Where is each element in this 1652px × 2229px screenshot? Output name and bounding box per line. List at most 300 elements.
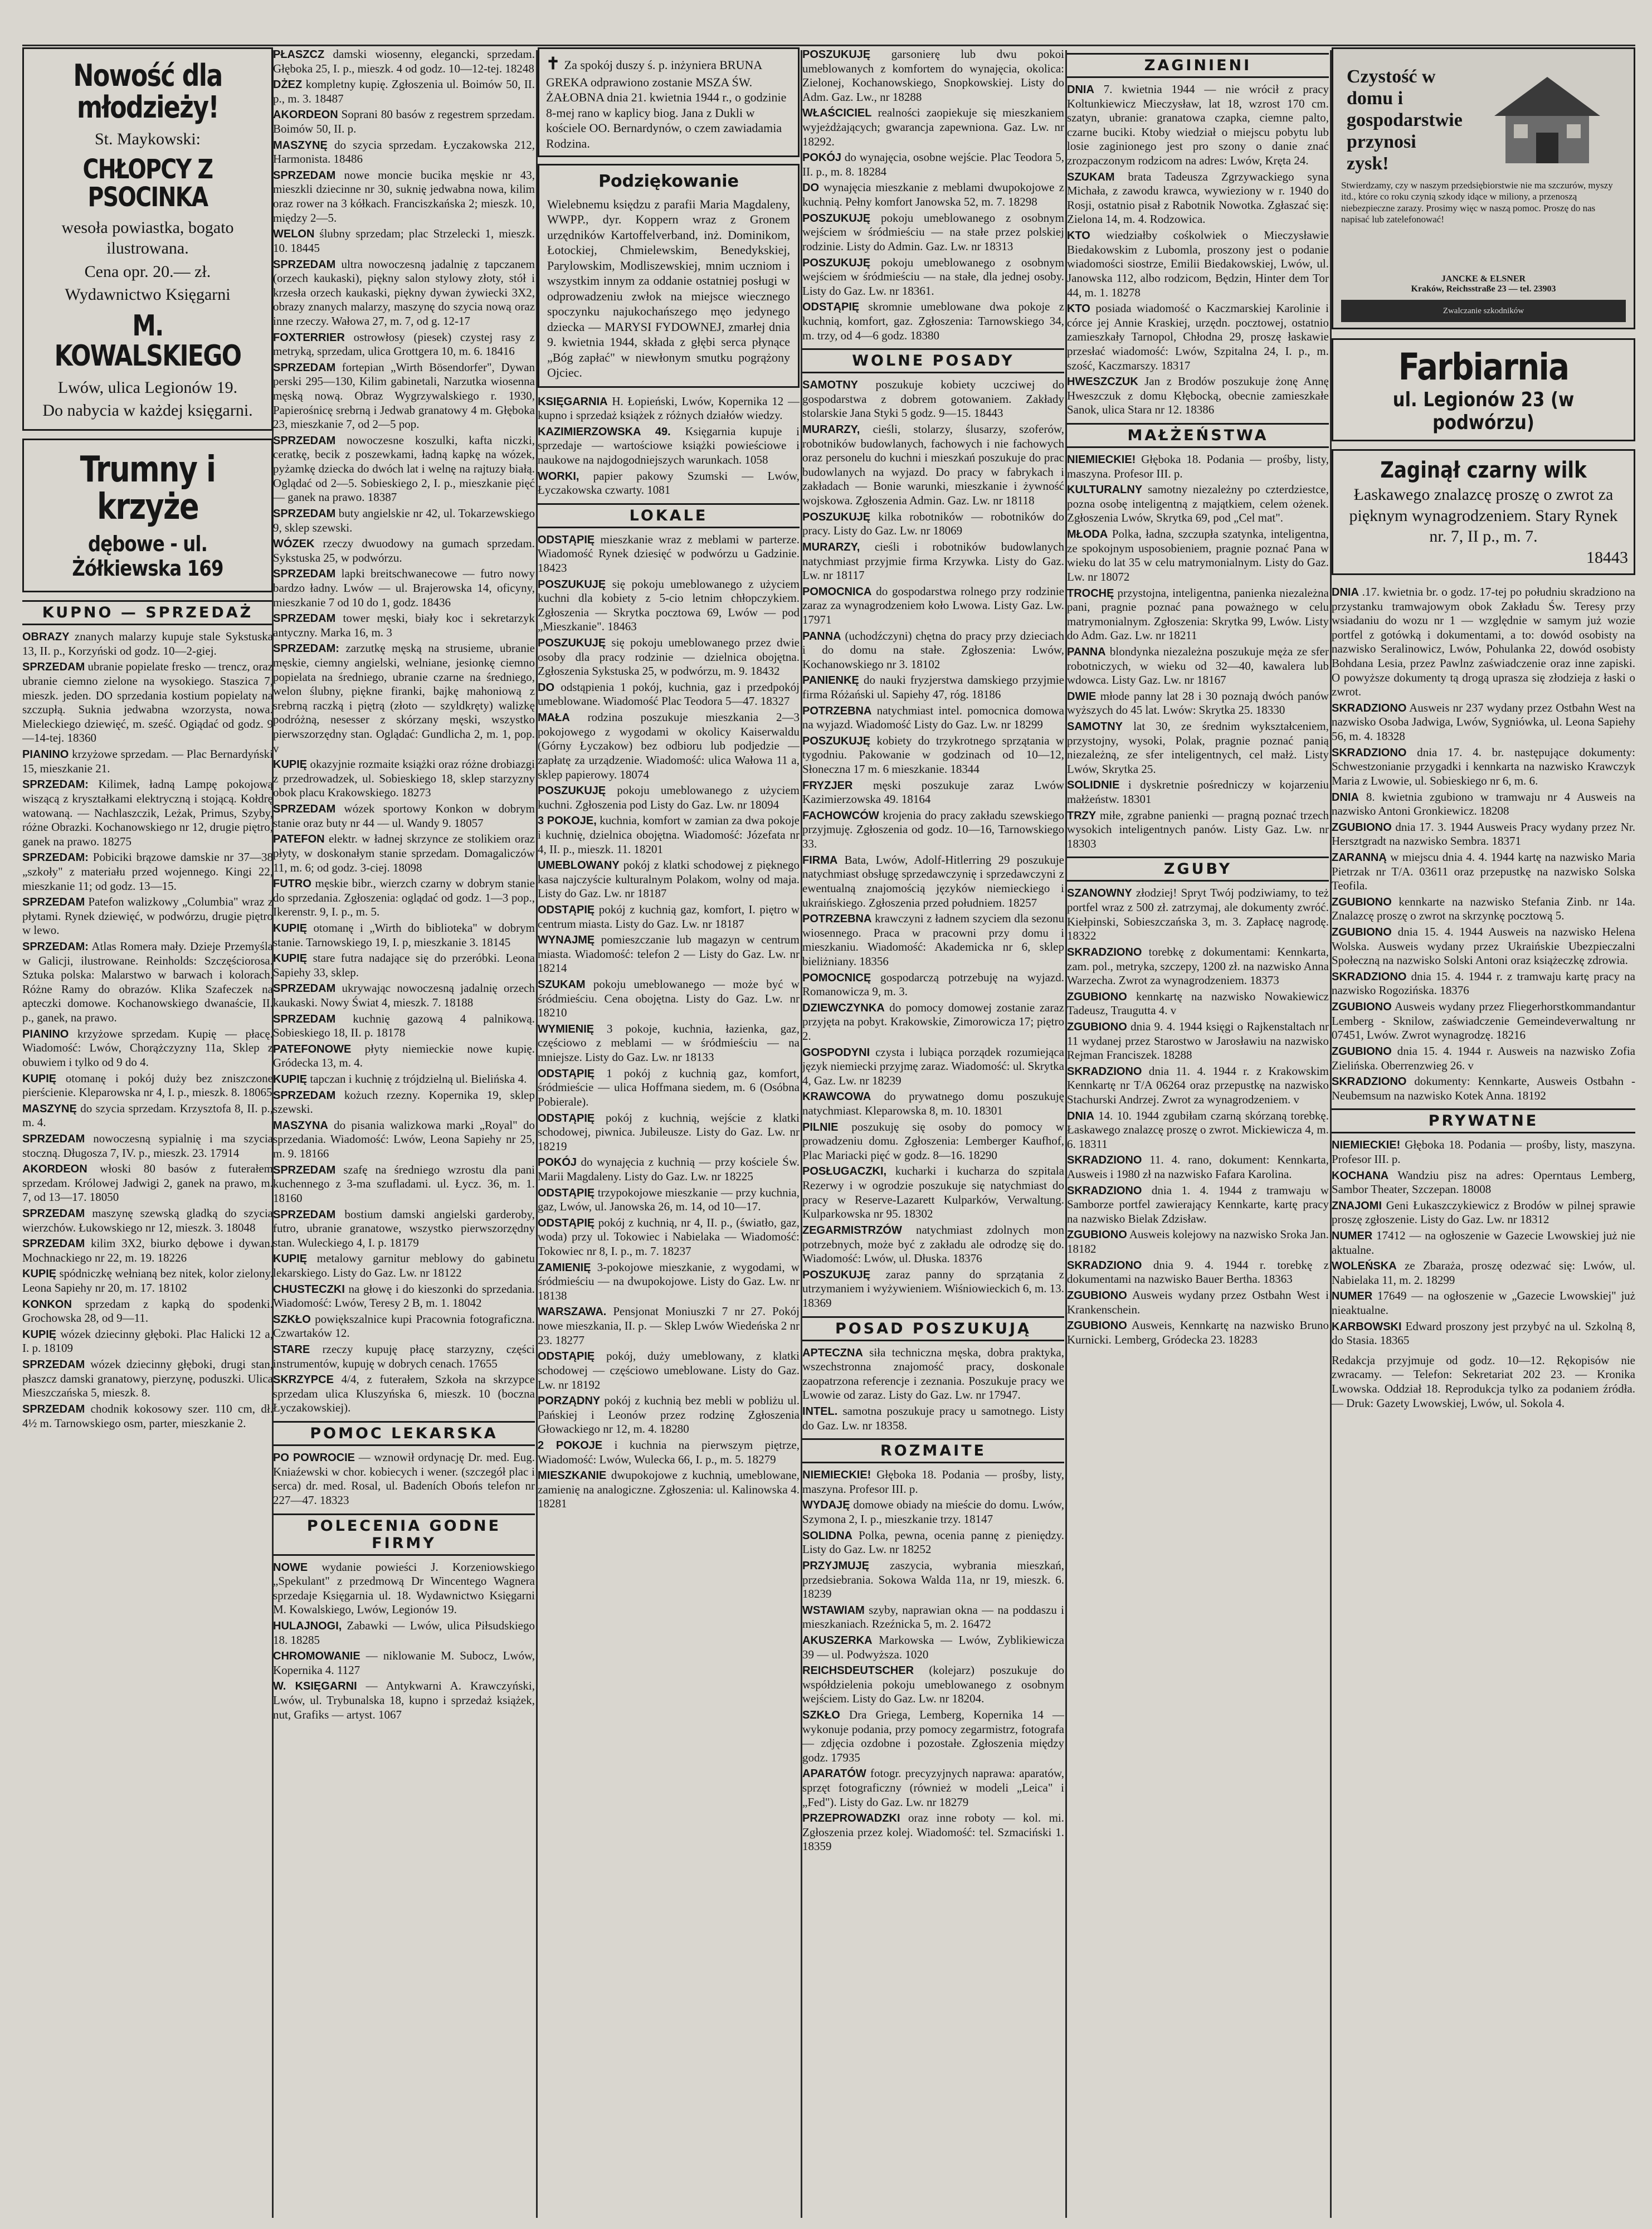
pest-control-advertisement <box>1332 47 1635 329</box>
ad-text: Ausweis wydany przez Fliegerhorstkommandantur Lemberg - Sknilow, zaświadczenie Gemeindeverwaltung nr 07451, Lwów. Zwrot wynagrodzę. 18216 <box>1332 1000 1635 1042</box>
ad-lead: ZGUBIONO <box>1067 1229 1127 1242</box>
ad-text: .17. kwietnia br. o godz. 17-tej po południu skradziono na przystanku tramwajowym obok Zakładu Św. Teresy przy wsiadaniu do wozu nr 1 — względnie w samym już wozie portfel z gotówką i dokumentami, a to: dowód osobisty na nazwisko Seralinowicz, Lwów, Pohulanka 22, dowód osobisty Bohdana Lesia, przez Pawlnz zaświadczenie oraz inne zapiski. O powyższe dokumenty tą drogą uprasza się złodzieja z łaski o zwrot. <box>1332 585 1635 699</box>
ad-lead: ODSTĄPIĘ <box>538 1186 595 1199</box>
ad-lead: SPRZEDAM <box>273 507 336 520</box>
classified-ad <box>538 1022 800 1065</box>
ad-lead: SPRZEDAM <box>273 169 336 182</box>
ad-text: pokój z kuchnią gaz, komfort, I. piętro w centrum miasta. Listy do Gaz. Lw. nr 18187 <box>538 903 800 931</box>
book-description: wesoła powiastka, bogato ilustrowana. <box>61 218 234 258</box>
column-4 <box>802 47 1064 2221</box>
ad-lead: REICHSDEUTSCHER <box>802 1665 914 1677</box>
ad-lead: SZKŁO <box>273 1313 311 1326</box>
coffin-advertisement <box>22 439 273 592</box>
classified-list <box>273 47 535 1415</box>
ad-text: Polka, pewna, ocenia pannę z pieniędzy. Listy do Gaz. Lw. nr 18252 <box>802 1528 1064 1556</box>
ad-text: ukrywając nowoczesną jadalnię orzech kaukaski. Nowy Świat 4, mieszk. 7. 18188 <box>273 981 535 1009</box>
ad-lead: WARSZAWA. <box>538 1306 607 1318</box>
classified-ad <box>1067 483 1329 525</box>
ad-lead: FRYZJER <box>802 779 853 792</box>
ad-text: zaszycia, wybrania mieszkań, przedsiebrania. Sokowa Walda 11a, nr 19, mieszk. 6. 18239 <box>802 1558 1064 1601</box>
classified-ad <box>802 1559 1064 1602</box>
ad-text: poszukuję się osoby do pomocy w prowadzeniu domu. Zgłoszenia: Lemberger Kaufhof, Plac Mariacki pięć w godz. 8—16. 18290 <box>802 1120 1064 1162</box>
classified-ad <box>273 1282 535 1311</box>
ad-lead: PANNA <box>1067 645 1106 658</box>
firm-name <box>1341 274 1626 294</box>
ad-text: pokój, duży umeblowany, z klatki schodowej — częściowo umeblowane. Listy do Gaz. Lw. nr 18192 <box>538 1349 800 1391</box>
ad-lead: MŁODA <box>1067 528 1108 541</box>
ad-text: Patefon walizkowy „Columbia" wraz z płytami. Rynek dziewięć, w podwórzu, drugie piętro w lewo. <box>22 895 273 937</box>
ad-lead: POSZUKUJĘ <box>802 256 871 269</box>
ad-text: Dra Griega, Lemberg, Kopernika 14 — wykonuje podania, przy pomocy zegarmistrz, fotografa — zdjęcia ozdobne i pozostałe. Zgłoszenia między godz. 17935 <box>802 1707 1064 1764</box>
classified-ad <box>1332 585 1635 699</box>
classified-ad <box>273 1451 535 1507</box>
ad-text: brata Tadeusza Zgrzywackiego syna Michała, z zawodu krawca, wywieziony w r. 1940 do Rosji, ostatnio pisał z Rabotnik Nowotka. Zgłaszać się: Zielona 14, m. 4. Rodzowica. <box>1067 169 1329 226</box>
classified-ad <box>1067 1184 1329 1227</box>
ad-text: — wznowił ordynację Dr. med. Eug. Kniaźewski w chor. kobiecych i wener. (szczegół plac i serca) dr. med. Rosal, ul. Badeních Obońs telefon nr 227—47. 18323 <box>273 1451 535 1507</box>
ad-lead: APTECZNA <box>802 1346 863 1359</box>
classified-ad <box>1332 1320 1635 1348</box>
ad-lead: SPRZEDAM <box>22 661 85 674</box>
classified-ad <box>1332 1229 1635 1257</box>
ad-lead: MASZYNĘ <box>22 1102 77 1115</box>
ad-lead: DNIA <box>1067 84 1094 96</box>
ad-text: Zabawki — Lwów, ulica Piłsudskiego 18. 18285 <box>273 1618 535 1647</box>
ad-text: (uchodźczyni) chętna do pracy przy dzieciach i do domu na stałe. Zgłoszenia: Lwów, Kochanowskiego nr 3. 18102 <box>802 629 1064 671</box>
classified-list <box>802 378 1064 1310</box>
ad-text: szyby, naprawian okna — na poddaszu i mieszkaniach. Rzeźnicka 5, m. 2. 16472 <box>802 1603 1064 1631</box>
ad-lead: DO <box>538 681 554 694</box>
editorial-footer: Redakcja przyjmuje od godz. 10—12. Rękopisów nie zwracamy. — Telefon: Sekretariat 202 23. — Kronika Lwowska. Oddział 18. Reprodukcja tylko za podaniem źródła. — Druk: Gazety Lwowskiej, Lwów, ul. Sokola 4. <box>1332 1353 1635 1410</box>
cross-icon: ✝ <box>546 55 564 73</box>
ad-lead: POSZUKUJĘ <box>802 1268 871 1281</box>
ad-text: dnia 15. 4. 1944 r. z tramwaju kartę pracy na nazwisko Rogozińska. 18376 <box>1332 969 1635 997</box>
classified-ad <box>1067 945 1329 988</box>
ad-lead: SZKŁO <box>802 1709 840 1721</box>
ad-lead: SOLIDNA <box>802 1529 852 1542</box>
ad-lead: WOLEŃSKA <box>1332 1260 1397 1273</box>
ad-lead: SPRZEDAM <box>273 1089 336 1102</box>
classified-ad <box>1067 645 1329 688</box>
classified-ad <box>1332 1044 1635 1073</box>
ad-text: rzeczy dwuodowy na gumach sprzedam. Sykstuska 25, w podwórzu. <box>273 537 535 564</box>
ad-text: garsonierę lub dwu pokoi umeblowanych z komfortem do wynajęcia, okolica: Zielonej, Kochanowskiego, Snopkowskiej. Listy do Adm. Gaz. Lw., nr 18288 <box>802 47 1064 104</box>
ad-text: Geni Łukaszczykiewicz z Brodów w pilnej sprawie proszę zgłoszenie. Listy do Gaz. Lw. nr 18312 <box>1332 1198 1635 1227</box>
ad-lead: WÓZEK <box>273 538 315 551</box>
ad-lead: SKRADZIONO <box>1067 1259 1142 1272</box>
ad-lead: SKRADZIONO <box>1332 1075 1407 1088</box>
classified-ad <box>1067 719 1329 776</box>
classified-ad <box>273 951 535 980</box>
section-heading: POMOC LEKARSKA <box>273 1421 535 1446</box>
ad-text: okazyjnie rozmaite książki oraz różne drobiazgi z przedrowadzek, ul. Sobieskiego 18, sklep starzyzny obok placu Krakowskiego. 18273 <box>273 757 535 800</box>
ad-lead: SPRZEDAM <box>273 1013 336 1025</box>
section-heading: ZGUBY <box>1067 856 1329 882</box>
ad-text: krojenia do pracy zakładu szewskiego przyjmuję. Zgłoszenia od godz. 10—16, Tarnowskiego 33. <box>802 808 1064 851</box>
classified-list <box>273 1451 535 1507</box>
ad-text: do szycia sprzedam. Łyczakowska 212, Harmonista. 18486 <box>273 138 535 166</box>
ad-text: skromnie umeblowane dwa pokoje z kuchnią, komfort, gaz. Zgłoszenia: Tarnowskiego 34, m. trzy, od 4—6 godz. 18380 <box>802 300 1064 342</box>
ad-lead: ZGUBIONO <box>1332 1045 1392 1058</box>
classified-ad <box>802 1766 1064 1809</box>
ad-lead: ZGUBIONO <box>1067 1020 1127 1033</box>
ad-text: do pomocy domowej zostanie zaraz przyjęta na pobyt. Krakowskie, Zimorowicza 17; piętro 2. <box>802 1000 1064 1043</box>
ad-lead: SZANOWNY <box>1067 887 1132 900</box>
ad-text: fortepian „Wirth Bösendorfer", Dywan perski 295—130, Kilim gabinetali, Narzutka wiosenna męską nową. Obraz Wygrzywalskiego r. 1930, Papierośnicę srebrną i Jedwab granatowy 4 m. Głęboka 23, mieszkanie 7, od 2—5 pop. <box>273 360 535 431</box>
classified-ad <box>802 1164 1064 1221</box>
ad-text: złodziej! Spryt Twój podziwiamy, to też portfel wraz z 500 zł. zatrzymaj, ale dokumenty zwróć. Kiełpinski, Sobieszczańska 3, m. 3. Zapłacę nagrodę. 18322 <box>1067 886 1329 943</box>
ad-lead: ODSTĄPIĘ <box>538 1067 595 1080</box>
ad-lead: KTO <box>1067 230 1090 242</box>
ad-lead: SPRZEDAM <box>22 1403 85 1415</box>
ad-lead: POSZUKUJĘ <box>538 785 606 797</box>
ad-text: odstąpienia 1 pokój, kuchnia, gaz i przedpokój umeblowane. Wiadomość Plac Teodora 5—47. 18327 <box>538 680 800 708</box>
classified-ad <box>1067 689 1329 718</box>
classified-ad <box>22 1267 273 1295</box>
ad-lead: SKRADZIONO <box>1067 1154 1142 1167</box>
ad-lead: POTRZEBNA <box>802 704 872 717</box>
ad-text: się pokoju umeblowanego przez dwie osoby dla pracy rodzinie — dzielnica obojętna. Zgłoszenia Sykstuska 25, w podwórzu, m. 9. 18432 <box>538 636 800 678</box>
ad-text: gospodarczą potrzebuję na wyjazd. Romanowicza 9, m. 3. <box>802 970 1064 999</box>
ad-lead: GOSPODYNI <box>802 1046 870 1059</box>
classified-ad <box>802 734 1064 777</box>
ad-lead: W. KSIĘGARNI <box>273 1680 357 1693</box>
ad-lead: HWESZCZUK <box>1067 376 1138 388</box>
ad-text: Głęboka 18. Podania — prośby, listy, maszyna. Profesor III. p. <box>802 1468 1064 1496</box>
section-heading: POLECENIA GODNE FIRMY <box>273 1513 535 1556</box>
ad-text: oraz inne roboty — kol. mi. Zgłoszenia przez kolej. Wiadomość: tel. Szmaciński 1. 18359 <box>802 1811 1064 1853</box>
classified-ad <box>802 378 1064 421</box>
ad-lead: PILNIE <box>802 1121 839 1133</box>
ad-lead: SPRZEDAM: <box>22 778 89 791</box>
classified-ad <box>802 106 1064 149</box>
ad-text: kobiety do trzykrotnego sprzątania w tygodniu. Pakowanie w godzinach od 10—12, Słoneczna 17 m. 6 mieszkanie. 18344 <box>802 733 1064 776</box>
ad-lead: SPRZEDAM: <box>22 941 89 953</box>
ad-text: Bata, Lwów, Adolf-Hitlerring 29 poszukuje natychmiast obsługę sprzedawczynię i sprzedawczyni z ewentualną znajomością języków niemieckiego i ukraińskiego. Zgłoszenia przed południem. 18257 <box>802 853 1064 909</box>
wilk-number: 18443 <box>1586 548 1628 567</box>
ad-lead: AKORDEON <box>22 1163 87 1176</box>
ad-lead: 3 POKOJE, <box>538 815 597 828</box>
ad-text: rzeczy kupuję płacę starzyzny, części instrumentów, kupuję w dobrych cenach. 17655 <box>273 1342 535 1370</box>
ad-lead: SPRZEDAM <box>273 258 336 271</box>
ad-lead: PORZĄDNY <box>538 1395 601 1408</box>
classified-ad <box>1332 895 1635 923</box>
ad-lead: SPRZEDAM <box>273 1164 336 1176</box>
ad-lead: POSZUKUJĘ <box>538 578 606 591</box>
house-icon <box>1483 71 1611 166</box>
ad-lead: ZGUBIONO <box>1332 1001 1392 1014</box>
ad-lead: WORKI, <box>538 470 579 483</box>
ad-text: Ausweis nr 237 wydany przez Ostbahn West na nazwisko Osoba Jadwiga, Lwów, Sygniówka, ul. Leona Sapiehy 56, m. 4. 18328 <box>1332 700 1635 743</box>
ad-lead: AKUSZERKA <box>802 1634 873 1647</box>
ad-text: Pensjonat Moniuszki 7 nr 27. Pokój nowe mieszkania, II. p. — Sklep Lwów Wiedeńska 2 nr 23. 18277 <box>538 1305 800 1347</box>
classified-ad <box>802 1045 1064 1088</box>
ad-lead: DNIA <box>1067 1109 1094 1122</box>
classified-ad <box>802 629 1064 672</box>
author: St. Maykowski: <box>94 130 201 149</box>
ad-text: Głęboka 18. Podania — prośby, listy, maszyna. Profesor III. p. <box>1067 452 1329 480</box>
classified-ad <box>802 510 1064 538</box>
ad-lead: DO <box>802 182 819 194</box>
ad-lead: KTO <box>1067 303 1090 315</box>
ad-lead: 2 POKOJE <box>538 1439 603 1452</box>
classified-ad <box>273 1342 535 1371</box>
ad-text: sprzedam z kapką do spodenki. Grochowska 28, od 9—11. <box>22 1297 273 1325</box>
ad-text: otomanę i pokój duży bez zniszczone pierścienie. Kleparowska nr 4, I. p., mieszk. 8. 18065 <box>22 1071 273 1099</box>
classified-ad <box>22 1027 273 1070</box>
ad-text: pokój z kuchnią, nr 4, II. p., (światło, gaz, woda) przy ul. Tokowiec i Nabielaka — Wiadomość: Tokowiec nr 8, I. p., m. 7. 18237 <box>538 1215 800 1258</box>
ad-text: i dyskretnie pośredniczy w kojarzeniu małżeństw. 18301 <box>1067 778 1329 806</box>
classified-ad <box>802 1468 1064 1496</box>
classified-ad <box>538 469 800 498</box>
ad-text: pokoju umeblowanego z osobnym wejściem w śródmieściu — na stałe przez polskiej rodzinie. Listy do Admin. Gaz. Lw. nr 18313 <box>802 211 1064 253</box>
classified-ad <box>273 1088 535 1117</box>
classified-ad <box>1332 970 1635 998</box>
classified-ad <box>1067 886 1329 943</box>
ad-lead: MAŁA <box>538 712 570 724</box>
column-5 <box>1067 47 1329 2221</box>
ad-lead: KAZIMIERZOWSKA 49. <box>538 425 671 438</box>
ad-lead: ZGUBIONO <box>1332 926 1392 939</box>
ad-lead: POKÓJ <box>538 1156 577 1169</box>
ad-text: czysta i lubiąca porządek rozumiejąca język niemiecki przyjmę zaraz. Wiadomość: ul. Skrytka 4, Gaz. Lw. nr 18239 <box>802 1045 1064 1087</box>
ad-text: lapki breitschwanecowe — futro nowy bardzo ładny. Lwów — ul. Brajerowska 14, oficyny, mieszkanie 7 od 10 do 1, godz. 18436 <box>273 567 535 609</box>
classified-ad <box>273 921 535 950</box>
ad-text: domowe obiady na mieście do domu. Lwów, Szymona 2, I. p., mieszkanie trzy. 18147 <box>802 1498 1064 1526</box>
classified-ad <box>802 422 1064 508</box>
classified-ad <box>538 1260 800 1303</box>
ad-lead: ODSTĄPIĘ <box>538 1216 595 1229</box>
ad-text: krawczyni z ładnem szyciem dla sezonu wiosennego. Praca w pracowni przy domu i mieszkaniu. Wiadomość: Akademicka nr 6, sklep bieliżniany. 18356 <box>802 912 1064 968</box>
ad-text: rodzina poszukuje mieszkania 2—3 pokojowego z wygodami w okolicy Kaiserwaldu (Górny Łyczakow) bez odbioru lub podjedzie — zapłatę za urządzenie. Wiadomość: ulica Wałowa 11 a, sklep papierowy. 18074 <box>538 710 800 781</box>
ad-text: kennkartę na nazwisko Nowakiewicz Tadeusz, Traugutta 4. v <box>1067 989 1329 1018</box>
classified-list <box>1067 886 1329 1347</box>
farb-address: ul. Legionów 23 (w podwórzu) <box>1392 388 1575 434</box>
classified-ad <box>1332 925 1635 968</box>
classified-ad <box>273 1163 535 1206</box>
classified-ad <box>1067 1228 1329 1256</box>
ad-lead: SPRZEDAM <box>22 896 85 909</box>
ad-text: miłe, zgrabne panienki — pragną poznać trzech wysokich inteligentnych panów. Listy Gaz. Lw. nr 18303 <box>1067 808 1329 850</box>
ad-lead: PATEFONOWE <box>273 1043 352 1055</box>
ad-lead: NIEMIECKIE! <box>1067 454 1136 466</box>
classified-ad <box>273 434 535 505</box>
publisher-label: Wydawnictwo Księgarni <box>65 285 231 304</box>
column-6 <box>1332 47 1635 2221</box>
ad-lead: PO POWROCIE <box>273 1452 355 1464</box>
classified-ad <box>273 1072 535 1087</box>
ad-text: mieszkanie wraz z meblami w parterze. Wiadomość Rynek dziesięć w podwórzu u Gadzinie. 18423 <box>538 532 800 575</box>
ad-lead: ZEGARMISTRZÓW <box>802 1224 902 1237</box>
classified-ad <box>1067 228 1329 300</box>
ad-lead: POSŁUGACZKI, <box>802 1165 887 1178</box>
classified-ad <box>538 933 800 976</box>
ad-text: kuchnia, komfort w zamian za dwa pokoje i kuchnię, dzielnica obojętna. Wiadomość: Józefata nr 4, II. p., mieszk. 11. 18201 <box>538 814 800 856</box>
classified-list <box>538 533 800 1511</box>
classified-ad <box>1067 586 1329 643</box>
ad-text: 8. kwietnia zgubiono w tramwaju nr 4 Ausweis na nazwisko Antoni Gronkiewicz. 18208 <box>1332 790 1635 818</box>
classified-ad <box>273 330 535 359</box>
classified-ad <box>1332 1138 1635 1166</box>
ad-lead: SKRADZIONO <box>1067 1184 1142 1197</box>
ad-text: Ausweis kolejowy na nazwisko Sroka Jan. 18182 <box>1067 1228 1329 1256</box>
ad-text: wózek sportowy Konkon w dobrym stanie oraz buty nr 44 — ul. Wandy 9. 18057 <box>273 802 535 830</box>
ad-text: do wynajęcia z kuchnią — przy kościele Św. Marii Magdaleny. Listy do Gaz. Lw. nr 18225 <box>538 1155 800 1183</box>
ad-text: papier pakowy Szumski — Lwów, Łyczakowska czwarty. 1081 <box>538 469 800 497</box>
classified-ad <box>802 1498 1064 1526</box>
wilk-text: Łaskawego znalazcę proszę o zwrot za pięknym wynagrodzeniem. Stary Rynek nr. 7, II p., m. 7. <box>1349 485 1618 546</box>
classified-ad <box>273 537 535 565</box>
book-title: CHŁOPCY Z PSOCINKA <box>82 153 213 213</box>
classified-ad <box>802 181 1064 209</box>
ad-lead: TROCHĘ <box>1067 587 1114 600</box>
ad-lead: FOXTERRIER <box>273 331 345 344</box>
ad-lead: DWIE <box>1067 690 1097 703</box>
obituary-notice <box>538 47 800 157</box>
ad-text: (kolejarz) poszukuje do współdzielenia pokoju umeblowanego z osobnym wejściem. Listy do Gaz. Lw. nr 18204. <box>802 1663 1064 1706</box>
classified-ad <box>802 1529 1064 1557</box>
classified-ad <box>802 1089 1064 1118</box>
section-heading: KUPNO — SPRZEDAŻ <box>22 600 273 625</box>
ad-text: szafę na średniego wzrostu dla pani kuchennego z 3-ma szufladami. ul. Łycz. 36, m. 1. 18160 <box>273 1162 535 1205</box>
classified-ad <box>273 1679 535 1722</box>
ad-lead: KUPIĘ <box>22 1268 57 1281</box>
classified-ad <box>802 1708 1064 1765</box>
ad-text: do szycia sprzedam. Krzysztofa 8, II. p., m. 4. <box>22 1101 273 1130</box>
ad-text: kennkarte na nazwisko Stefania Zinb. nr 14a. Znalazcę proszę o zwrot na skrzynkę pocztową 5. <box>1332 894 1635 923</box>
ad-lead: PRZYJMUJĘ <box>802 1559 870 1572</box>
ad-lead: POSZUKUJĘ <box>802 48 871 61</box>
ad-lead: ZGUBIONO <box>1332 896 1392 908</box>
ad-text: blondynka niezależna poszukuje męża ze sfer robotniczych, w wieku od 32—40, kawalera lub wdowca. Listy Gaz. Lw. nr 18167 <box>1067 644 1329 687</box>
ad-text: tower męski, biały koc i sekretarzyk antyczny. Marka 16, m. 3 <box>273 611 535 639</box>
classified-ad <box>1332 1000 1635 1043</box>
ad-text: dnia 1. 4. 1944 z tramwaju w Samborze portfel zawierający Kennkarte, kartę pracy na nazwisko Bielak Zdzisław. <box>1067 1183 1329 1225</box>
classified-ad <box>273 1042 535 1070</box>
classified-ad <box>273 802 535 830</box>
ad-text: zarzutkę męską na strusieme, ubranie męskie, ciemny angielski, welniane, jesionkę ciemno popielata na średniego, ubranie czarne na średniego, welon ślubny, piękne firanki, bajkę mahoniową z srebrną raczką i piętrą (złoto — szyldkręty) walizkę podróżną, nesesser z skórzany męski, wszystko pierwszorzędny stan. Oglądać: Gundlicha 2, m. 1, pop. v <box>273 641 535 755</box>
ad-text: 14. 10. 1944 zgubiłam czarną skórzaną torebkę. Łaskawego znalazcę proszę o zwrot. Mickiewicza 4, m. 6. 18311 <box>1067 1108 1329 1151</box>
ad-lead: SZUKAM <box>1067 171 1115 183</box>
classified-ad <box>22 1357 273 1400</box>
ad-lead: PANIENKĘ <box>802 674 859 687</box>
classified-ad <box>538 710 800 782</box>
classified-ad <box>802 1346 1064 1403</box>
classified-ad <box>273 757 535 800</box>
classified-ad <box>22 747 273 776</box>
ad-text: kucharki i kucharza do szpitala Rezerwy i w ogrodzie poszukuje się natychmiast do pracy w Reserve-Lazarett Kulparków, Verwaltung. Kulparkowska nr 95. 18302 <box>802 1164 1064 1221</box>
ad-text: pokój z klatki schodowej z pięknego kasa najczyście kulturalnym Polakom, wolny od maja. Listy do Gaz. Lw. nr 18187 <box>538 858 800 901</box>
section-heading: WOLNE POSADY <box>802 348 1064 373</box>
ad-text: wydanie powieści J. Korzeniowskiego „Spekulant" z przedmową Dr Wincentego Wagnera sprzedaje Księgarnia ul. 18. Wydawnictwo Księgarni M. Kowalskiego, Lwów, Legionów 19. <box>273 1560 535 1617</box>
ad-lead: KSIĘGARNIA <box>538 395 608 408</box>
classified-list <box>802 1468 1064 1854</box>
ad-text: fotogr. precyzyjnych naprawa: aparatów, sprzęt fotograficzny (również w modeli „Leica" i „Fed"). Listy do Gaz. Lw. nr 18279 <box>802 1766 1064 1809</box>
ad-lead: NIEMIECKIE! <box>1332 1139 1401 1152</box>
classified-ad <box>802 1404 1064 1433</box>
classified-ad <box>802 1120 1064 1163</box>
classified-ad <box>802 256 1064 299</box>
classified-ad <box>273 361 535 432</box>
classified-ad <box>1332 850 1635 893</box>
ad-text: Ausweis, Kennkartę na nazwisko Bruno Kurnicki. Lemberg, Gródecka 23. 18283 <box>1067 1318 1329 1346</box>
ad-text: dokumenty: Kennkarte, Ausweis Ostbahn - Neubemsum na nazwisko Kotek Anna. 18192 <box>1332 1074 1635 1102</box>
ad-lead: KARBOWSKI <box>1332 1320 1402 1333</box>
classified-list <box>802 47 1064 343</box>
classified-ad <box>273 227 535 255</box>
ad-text: i kuchnia na pierwszym piętrze, Wiadomość: Lwów, Wulecka 66, I. p., m. 5. 18279 <box>538 1438 800 1466</box>
ad-text: samotny niezależny po czterdziestce, pozna osobę inteligentną z majątkiem, celem ożenek. Zgłoszenia Lwów, Skrytka 69, pod „Cel mat". <box>1067 483 1329 525</box>
classified-ad <box>22 895 273 938</box>
classified-ad <box>538 533 800 576</box>
farb-title: Farbiarnia <box>1398 345 1569 388</box>
ad-lead: KOCHANA <box>1332 1169 1389 1182</box>
ad-text: kompletny kupię. Zgłoszenia ul. Boimów 50, II. p., m. 3. 18487 <box>273 77 535 105</box>
classified-ad <box>538 1155 800 1184</box>
classified-ad <box>1332 701 1635 744</box>
ad-text: — Antykwarni A. Krawczyński, Lwów, ul. Trybunalska 18, kupno i sprzedaż książek, nut, Grafiks — artyst. 1067 <box>273 1679 535 1721</box>
dye-works-advertisement <box>1332 338 1635 441</box>
classified-ad <box>538 1394 800 1437</box>
ad-text: na głowę i do kieszonki do sprzedania. Wiadomość: Lwów, Teresy 2 B, m. 1. 18042 <box>273 1282 535 1310</box>
ad-text: pokoju umeblowanego z użyciem kuchni. Zgłoszenia pod Listy do Gaz. Lw. nr 18094 <box>538 783 800 811</box>
classified-list <box>1067 82 1329 417</box>
ad-lead: SPRZEDAM <box>273 1208 336 1221</box>
classified-ad <box>802 1268 1064 1311</box>
ad-lead: POMOCNICA <box>802 585 872 598</box>
classified-ad <box>802 211 1064 254</box>
classified-ad <box>802 853 1064 910</box>
ad-text: elektr. w ładnej skrzynce ze stolikiem oraz płyty, w doskonałym stanie sprzedam. Domagaliczów 11, m. 6; od godz. 3-ciej. 18098 <box>273 832 535 874</box>
classified-ad <box>22 1297 273 1326</box>
classified-ad <box>538 1468 800 1511</box>
classified-ad <box>22 660 273 746</box>
ad-lead: ODSTĄPIĘ <box>538 1112 595 1125</box>
classified-ad <box>538 858 800 901</box>
obituary-text: Za spokój duszy ś. p. inżyniera BRUNA GREKA odprawiono zostanie MSZA ŚW. ŻAŁOBNA dnia 21. kwietnia 1944 r., o godzinie 8-mej rano w kaplicy biog. Jana z Dukli w kościele OO. Bernardynów, o czem zawiadamia Rodzina. <box>546 58 787 150</box>
ad-text: bostium damski angielski garderoby, futro, ubranie granatowe, wszystko pierwszorzędny stan. Wuleckiego 4, I. p. 18179 <box>273 1207 535 1249</box>
classified-ad <box>538 977 800 1020</box>
column-1 <box>22 47 273 2221</box>
classified-ad <box>1067 1288 1329 1317</box>
classified-ad <box>22 1162 273 1205</box>
ad-lead: ODSTĄPIĘ <box>802 301 860 314</box>
ad-lead: ODSTĄPIĘ <box>538 533 595 546</box>
ad-text: 11. 4. rano, dokument: Kennkarta, Ausweis i 1980 zł na nazwisko Fafara Karolina. <box>1067 1153 1329 1181</box>
ad-text: ze Zbaraża, proszę odezwać się: Lwów, ul. Nabielaka 11, m. 2. 18299 <box>1332 1259 1635 1287</box>
ad-lead: DŻEZ <box>273 79 303 91</box>
ad-lead: POSZUKUJĘ <box>802 734 871 747</box>
ad-text: 17649 — na ogłoszenie w „Gazecie Lwowskiej" już nieaktualne. <box>1332 1289 1635 1317</box>
ad-text: realności zaopiekuje się mieszkaniem wyjeżdżających; gwarancja zapewniona. Gaz. Lw. nr 18292. <box>802 106 1064 148</box>
ad-lead: HULAJNOGI, <box>273 1619 342 1632</box>
classified-ad <box>273 1208 535 1250</box>
ad-lead: NUMER <box>1332 1290 1373 1303</box>
classified-ad <box>538 1438 800 1467</box>
address: Lwów, ulica Legionów 19. <box>57 378 238 397</box>
ad-text: H. Łopieński, Lwów, Kopernika 12 — kupno i sprzedaż książek z różnych działów wiedzy. <box>538 394 800 422</box>
classified-ad <box>1067 374 1329 417</box>
ad-lead: MURARZY, <box>802 541 860 553</box>
ad-text: Księgarnia kupuje i sprzedaje — wartościowe książki powieściowe i naukowe na najdogodniejszych warunkach. 1058 <box>538 424 800 466</box>
classified-ad <box>1067 1064 1329 1107</box>
ad-text: zaraz panny do sprzątania z utrzymaniem i wyżywieniem. Wiśniowieckich 6, m. 13. 18369 <box>802 1267 1064 1310</box>
thanks-notice <box>538 164 800 388</box>
ad-lead: WYDAJĘ <box>802 1499 850 1512</box>
ad-lead: SPRZEDAM <box>273 612 336 625</box>
classified-ad <box>538 1067 800 1109</box>
classified-ad <box>538 903 800 931</box>
ad-lead: SAMOTNY <box>802 379 858 392</box>
